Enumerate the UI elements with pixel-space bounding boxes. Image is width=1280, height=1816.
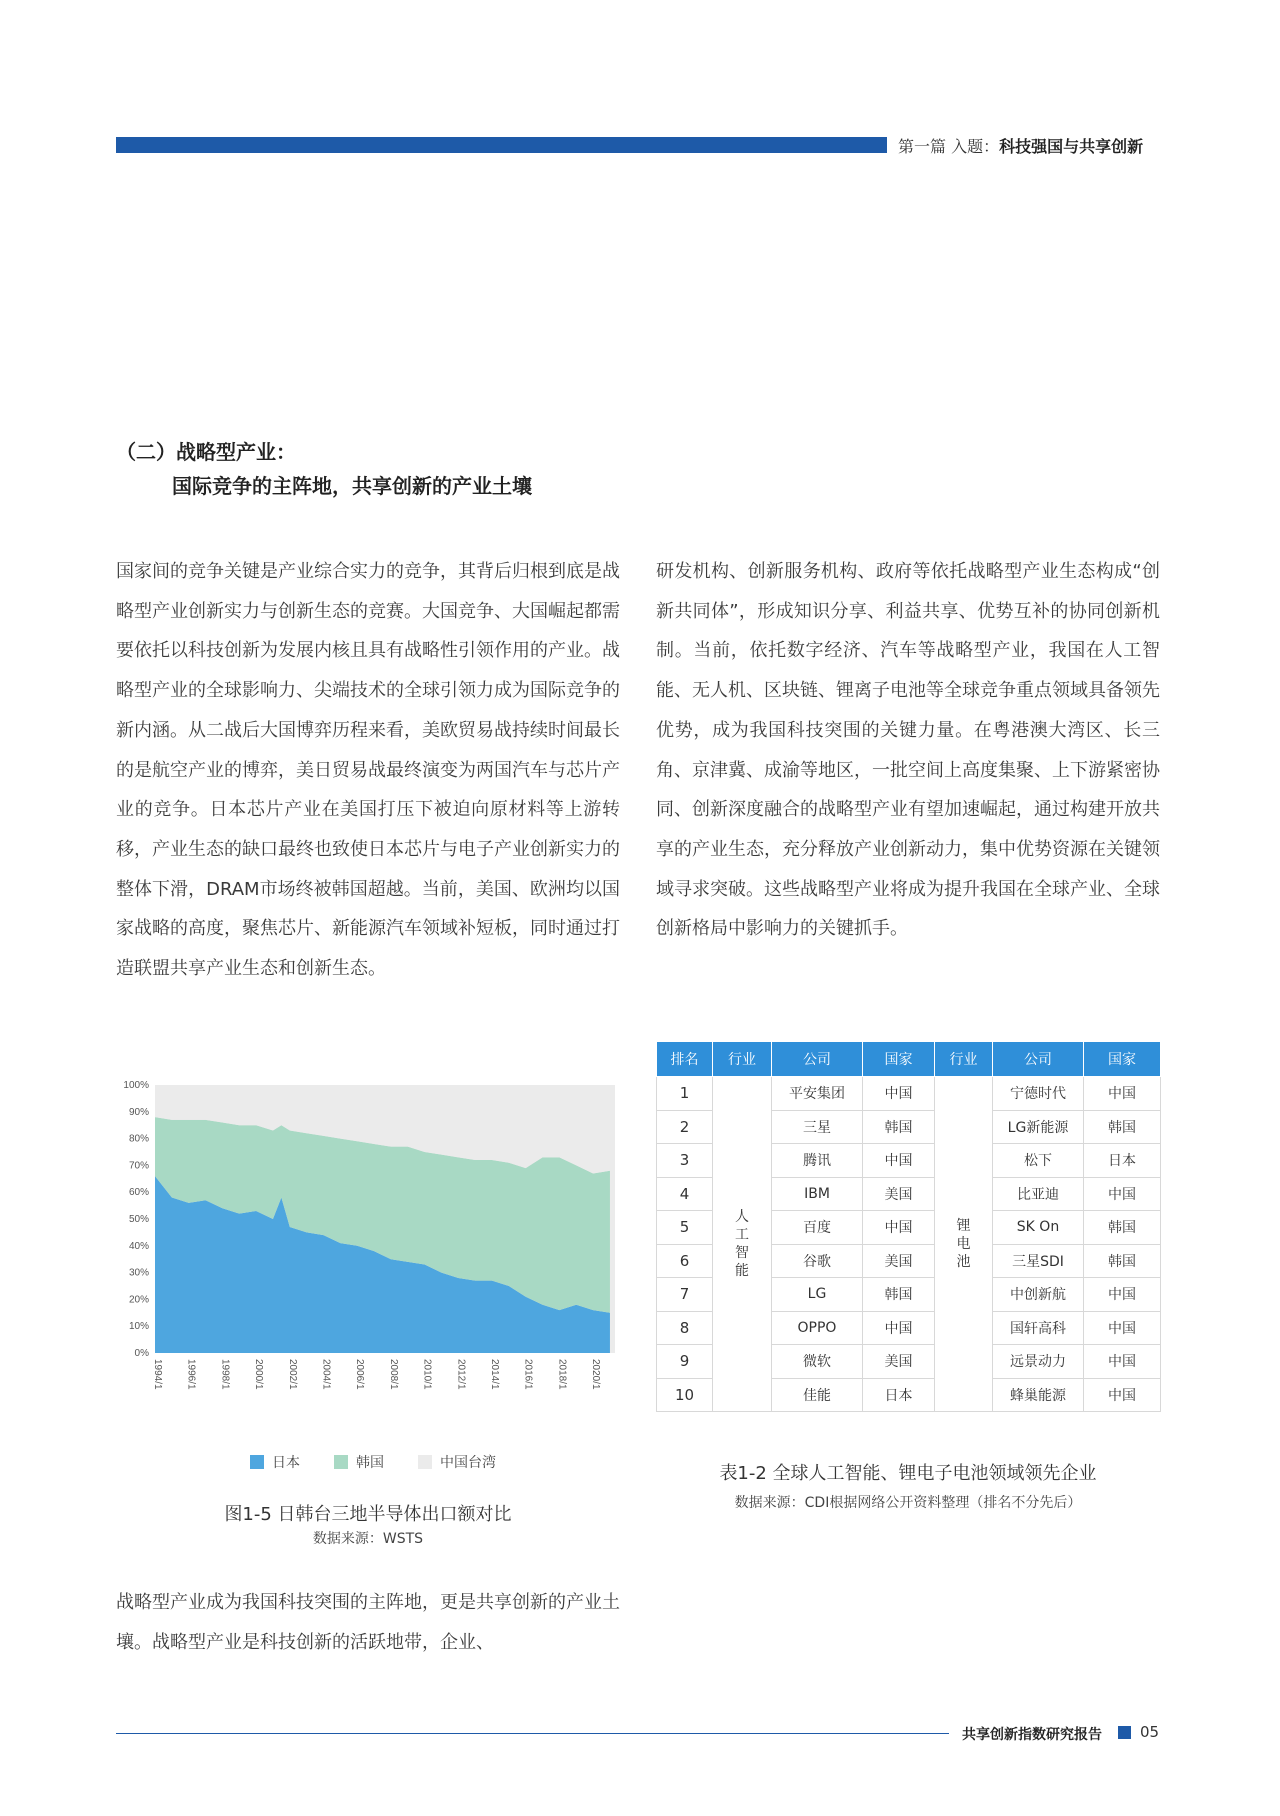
rank-cell: 4 [657, 1177, 713, 1211]
rank-cell: 3 [657, 1144, 713, 1178]
figure-source: 数据来源：WSTS [312, 1531, 424, 1547]
country-cell: 日本 [1084, 1144, 1161, 1178]
country-cell: 中国 [863, 1311, 935, 1345]
country-cell: 中国 [1084, 1077, 1161, 1111]
company-cell: 松下 [993, 1144, 1084, 1178]
company-cell: SK On [993, 1211, 1084, 1245]
body-paragraph-bottom: 战略型产业成为我国科技突围的主阵地，更是共享创新的产业土壤。战略型产业是科技创新的活跃地带，企业、 [116, 1592, 620, 1653]
x-tick-label: 2002/1 [286, 1359, 298, 1390]
country-cell: 中国 [1084, 1278, 1161, 1312]
country-cell: 韩国 [863, 1110, 935, 1144]
legend-item-korea [334, 1452, 384, 1472]
legend-label-taiwan: 中国台湾 [440, 1455, 496, 1471]
x-tick-label: 2010/1 [421, 1359, 433, 1390]
y-tick-label: 50% [128, 1214, 149, 1225]
country-cell: 韩国 [863, 1278, 935, 1312]
table-header-row [657, 1042, 1161, 1077]
body-paragraph-right: 研发机构、创新服务机构、政府等依托战略型产业生态构成“创新共同体”，形成知识分享、利益共享、优势互补的协同创新机制。当前，依托数字经济、汽车等战略型产业，我国在人工智能、无人机、区块链、锂离子电池等全球竞争重点领域具备领先优势，成为我国科技突围的关键力量。在粤港澳大湾区、长三角、京津冀、成渝等地区，一批空间上高度集聚、上下游紧密协同、创新深度融合的战略型产业有望加速崛起，通过构建开放共享的产业生态，充分释放产业创新动力，集中优势资源在关键领域寻求突破。这些战略型产业将成为提升我国在全球产业、全球创新格局中影响力的关键抓手。 [656, 561, 1160, 940]
company-cell: LG [772, 1278, 863, 1312]
x-tick-label: 2014/1 [488, 1359, 500, 1390]
country-cell: 韩国 [1084, 1211, 1161, 1245]
company-cell: 中创新航 [993, 1278, 1084, 1312]
y-tick-label: 90% [128, 1106, 149, 1118]
country-cell: 韩国 [1084, 1110, 1161, 1144]
x-tick-label: 1996/1 [185, 1359, 197, 1390]
y-tick-label: 30% [128, 1267, 149, 1279]
country-cell: 中国 [1084, 1311, 1161, 1345]
y-tick-label: 70% [128, 1160, 149, 1172]
leading-companies-table [656, 1041, 1161, 1412]
company-cell: 微软 [772, 1345, 863, 1379]
x-tick-label: 2004/1 [320, 1359, 332, 1390]
company-cell: 蜂巢能源 [993, 1378, 1084, 1412]
company-cell: 比亚迪 [993, 1177, 1084, 1211]
legend-item-japan [250, 1452, 300, 1472]
country-cell: 中国 [1084, 1378, 1161, 1412]
industry-cell-battery [935, 1077, 993, 1412]
company-cell: 三星SDI [993, 1244, 1084, 1278]
header-industry-battery: 行业 [935, 1042, 993, 1077]
country-cell: 美国 [863, 1177, 935, 1211]
rank-cell: 8 [657, 1311, 713, 1345]
header-country-ai: 国家 [863, 1042, 935, 1077]
rank-cell: 5 [657, 1211, 713, 1245]
y-tick-label: 10% [128, 1321, 149, 1333]
footer-square-icon [1118, 1726, 1131, 1739]
x-tick-label: 1994/1 [152, 1359, 163, 1390]
x-tick-label: 2006/1 [354, 1359, 366, 1390]
semiconductor-export-chart [110, 1075, 625, 1435]
industry-label-ai: 人 工 智 能 [735, 1209, 749, 1279]
rank-cell: 6 [657, 1244, 713, 1278]
industry-cell-ai [713, 1077, 772, 1412]
x-tick-label: 1998/1 [219, 1359, 231, 1390]
company-cell: 宁德时代 [993, 1077, 1084, 1111]
company-cell: OPPO [772, 1311, 863, 1345]
country-cell: 韩国 [1084, 1244, 1161, 1278]
header-bar [116, 137, 887, 153]
header-country-battery: 国家 [1084, 1042, 1161, 1077]
chart-legend [250, 1452, 496, 1472]
company-cell: 佳能 [772, 1378, 863, 1412]
body-paragraph-left: 国家间的竞争关键是产业综合实力的竞争，其背后归根到底是战略型产业创新实力与创新生态的竞赛。大国竞争、大国崛起都需要依托以科技创新为发展内核且具有战略性引领作用的产业。战略型产业的全球影响力、尖端技术的全球引领力成为国际竞争的新内涵。从二战后大国博弈历程来看，美欧贸易战持续时间最长的是航空产业的博弈，美日贸易战最终演变为两国汽车与芯片产业的竞争。日本芯片产业在美国打压下被迫向原材料等上游转移，产业生态的缺口最终也致使日本芯片与电子产业创新实力的整体下滑，DRAM市场终被韩国超越。当前，美国、欧洲均以国家战略的高度，聚焦芯片、新能源汽车领域补短板，同时通过打造联盟共享产业生态和创新生态。 [116, 561, 620, 980]
legend-item-taiwan [418, 1452, 496, 1472]
country-cell: 美国 [863, 1244, 935, 1278]
x-tick-label: 2000/1 [253, 1359, 265, 1390]
table-source: 数据来源：CDI根据网络公开资料整理（排名不分先后） [734, 1495, 1082, 1511]
y-tick-label: 60% [128, 1187, 149, 1199]
country-cell: 中国 [863, 1211, 935, 1245]
country-cell: 美国 [863, 1345, 935, 1379]
footer-title: 共享创新指数研究报告 [962, 1727, 1102, 1743]
country-cell: 日本 [863, 1378, 935, 1412]
company-cell: 三星 [772, 1110, 863, 1144]
x-tick-label: 2008/1 [387, 1359, 399, 1390]
section-title-line2: 国际竞争的主阵地，共享创新的产业土壤 [172, 474, 532, 498]
x-tick-label: 2016/1 [522, 1359, 534, 1390]
rank-cell: 2 [657, 1110, 713, 1144]
y-tick-label: 80% [128, 1133, 149, 1145]
legend-swatch-taiwan [418, 1455, 432, 1469]
footer-rule [116, 1733, 949, 1734]
header-company-battery: 公司 [993, 1042, 1084, 1077]
rank-cell: 7 [657, 1278, 713, 1312]
country-cell: 中国 [1084, 1177, 1161, 1211]
rank-cell: 1 [657, 1077, 713, 1111]
x-tick-label: 2012/1 [455, 1359, 467, 1390]
rank-cell: 10 [657, 1378, 713, 1412]
company-cell: IBM [772, 1177, 863, 1211]
header-title: 第一篇 入题：科技强国与共享创新 [898, 137, 1144, 156]
company-cell: 谷歌 [772, 1244, 863, 1278]
country-cell: 中国 [1084, 1345, 1161, 1379]
company-cell: 平安集团 [772, 1077, 863, 1111]
company-cell: 腾讯 [772, 1144, 863, 1178]
rank-cell: 9 [657, 1345, 713, 1379]
company-cell: 百度 [772, 1211, 863, 1245]
company-cell: LG新能源 [993, 1110, 1084, 1144]
company-cell: 远景动力 [993, 1345, 1084, 1379]
legend-swatch-korea [334, 1455, 348, 1469]
header-industry-ai: 行业 [713, 1042, 772, 1077]
y-tick-label: 20% [128, 1294, 149, 1306]
country-cell: 中国 [863, 1144, 935, 1178]
y-tick-label: 0% [134, 1348, 149, 1359]
table-caption: 表1-2 全球人工智能、锂电子电池领域领先企业 [719, 1463, 1097, 1484]
header-rank: 排名 [657, 1042, 713, 1077]
legend-swatch-japan [250, 1455, 264, 1469]
y-tick-label: 100% [123, 1080, 149, 1091]
country-cell: 中国 [863, 1077, 935, 1111]
section-title-line1: （二）战略型产业： [116, 440, 296, 464]
legend-label-korea: 韩国 [356, 1455, 384, 1471]
legend-label-japan: 日本 [272, 1455, 300, 1471]
figure-caption: 图1-5 日韩台三地半导体出口额对比 [224, 1504, 512, 1525]
table-row [657, 1077, 1161, 1111]
industry-label-battery: 锂 电 池 [956, 1218, 971, 1270]
page-number: 05 [1140, 1723, 1160, 1741]
y-tick-label: 40% [128, 1240, 149, 1252]
x-tick-label: 2020/1 [590, 1359, 602, 1390]
x-tick-label: 2018/1 [556, 1359, 568, 1390]
company-cell: 国轩高科 [993, 1311, 1084, 1345]
header-company-ai: 公司 [772, 1042, 863, 1077]
